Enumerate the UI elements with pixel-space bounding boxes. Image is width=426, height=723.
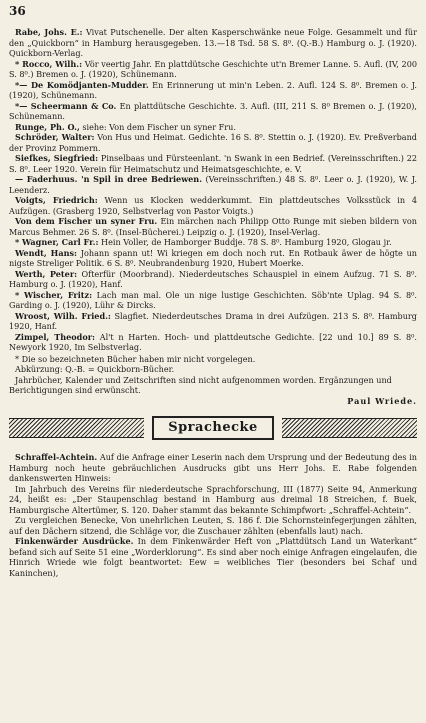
bibliography-entry [9,174,417,195]
bibliography-entry [9,248,417,269]
entry-author: Runge, Ph. O., [15,121,80,132]
entry-text: Johann spann ut! Wi kriegen em doch noch rut. En Rotbauk äwer de högte un nigste Streliger Politik. 6 S. 8⁰. Neubrandenburg 1920, Hubert Moerke. [9,247,417,268]
bibliography-entry [9,269,417,290]
entry-text: Vivat Putschenelle. Der alten Kasperschwänke neue Folge. Gesammelt und für den „Quickborn“ in Hamburg herausgegeben. 13.—18 Tsd. 58 S. 8⁰. (Q.-B.) Hamburg o. J. (1920). Quickborn-Verlag. [9,27,417,58]
sprachecke-section [9,452,417,578]
entry-author: Werth, Peter: [15,268,78,279]
bibliography-entry [9,311,417,332]
bibliography-entry [9,237,417,248]
entry-text: (Vereinsschriften.) 48 S. 8⁰. Leer o. J. (1920), W. J. Leenderz. [9,174,417,195]
entry-author: Rabe, Johs. E.: [15,27,83,37]
entry-text: En Erinnerung ut min'n Leben. 2. Aufl. 124 S. 8⁰. Bremen o. J. (1920), Schünemann. [9,79,417,100]
entry-text: Von Hus und Heimat. Gedichte. 16 S. 8⁰. Stettin o. J. (1920). Ev. Preßverband der Provinz Pommern. [9,132,417,153]
bibliography-entry [9,195,417,216]
paragraph-text: Auf die Anfrage einer Leserin nach dem Ursprung und der Bedeutung des in Hamburg noch heute gebräuchlichen Ausdrucks gibt uns Herr Johs. E. Rabe folgenden dankenswerten Hinweis: [9,452,417,483]
bibliography-entry [9,290,417,311]
entry-text: Al't n Harten. Hoch- und plattdeutsche Gedichte. [22 und 10.] 89 S. 8⁰. Newyork 1920, Im Selbstverlag. [9,331,417,352]
entry-author: * Rocco, Wilh.: [15,58,83,69]
paragraph-lead: Schraffel-Achtein. [15,452,98,462]
entry-author: Voigts, Friedrich: [15,195,98,205]
entry-author: * Wischer, Fritz: [15,289,93,300]
section-paragraph [9,484,417,516]
entry-text: Hein Voller, de Hamborger Buddje. 78 S. 8⁰. Hamburg 1920, Glogau jr. [98,237,392,247]
paragraph-text: Zu vergleichen Benecke, Von unehrlichen Leuten, S. 186 f. Die Schornsteinfegerjungen zählten, auf den Dächern sitzend, die Schläge vor, die Zuschauer zählten (ebenfalls laut) nach. [9,515,417,536]
entry-text: En plattdütsche Geschichte. 3. Aufl. (III, 211 S. 8⁰ Bremen o. J. (1920), Schünemann. [9,100,417,121]
bibliography-entry [9,101,417,122]
entry-author: Schröder, Walter: [15,132,95,142]
footnotes [9,354,417,407]
entry-text: Ofterfür (Moorbrand). Niederdeutsches Schauspiel in einem Aufzug. 71 S. 8⁰. Hamburg o. J. (1920), Hanf. [9,268,417,289]
bibliography-entry [9,80,417,101]
section-title: Sprachecke [152,416,274,440]
paragraph-text: Im Jahrbuch des Vereins für niederdeutsche Sprachforschung, III (1877) Seite 94, Anmerkung 24, heißt es: „Der Staupenschlag bestand in Hamburg aus dreimal 18 Streichen, f. Buek, Hamburgische Altertümer, S. 120. Daher stammt das bekannte Schimpfwort: „Schraffel-Achtein“. [9,483,417,515]
entry-author: Zimpel, Theodor: [15,331,95,342]
footnote-abbreviation: Abkürzung: Q.-B. = Quickborn-Bücher. [15,364,175,374]
entry-author: * Wagner, Carl Fr.: [15,237,99,247]
section-paragraph [9,452,417,484]
closing-line [9,375,417,396]
bibliography-entry [9,122,417,133]
entry-author: Von dem Fischer un syner Fru. [15,216,158,226]
bibliography-entry [9,27,417,59]
signature: Paul Wriede. [347,395,417,406]
entry-author: — Faderhuus. 'n Spil in dree Bedriewen. [15,174,203,184]
bibliography-list [9,27,417,353]
entry-text: Pinselbaas und Fürsteenlant. 'n Swank in een Bedrief. (Vereinsschriften.) 22 S. 8⁰. Leer 1920. Verein für Heimatschutz und Heimatsgeschichte, e. V. [9,153,417,174]
footnote-remark: Jahrbücher, Kalender und Zeitschriften sind nicht aufgenommen worden. Ergänzungen und Berichtigungen sind erwünscht. [9,374,392,395]
entry-author: Siefkes, Siegfried: [15,153,99,163]
entry-text: Slagfiet. Niederdeutsches Drama in drei Aufzügen. 213 S. 8⁰. Hamburg 1920, Hanf. [9,310,417,331]
page-number: 36 [9,4,26,18]
section-banner [9,416,417,440]
entry-author: Wroost, Wilh. Fried.: [15,310,111,321]
bibliography-entry [9,132,417,153]
paragraph-text: In dem Finkenwärder Heft von „Plattdütsch Land un Waterkant“ befand sich auf Seite 51 eine „Worderklorung“. Es sind aber noch einige Anfragen eingelaufen, die Hinrich Wriede wie folgt beantwortet: Eew = weibliches Tier (besonders bei Schaf und Kaninchen), [9,536,418,578]
entry-author: *— De Komödjanten-Mudder. [15,79,149,90]
entry-text: Wenn us Klocken wedderkummt. Ein plattdeutsches Volksstück in 4 Aufzügen. (Grasberg 1920, Selbstverlag von Pastor Voigts.) [9,195,417,216]
banner-hatch-left [9,418,144,438]
bibliography-entry [9,153,417,174]
footnote-asterisk: * Die so bezeichneten Bücher haben mir nicht vorgelegen. [15,353,256,364]
entry-text: Ein märchen nach Philipp Otto Runge mit sieben bildern von Marcus Behmer. 26 S. 8⁰. (Insel-Bücherei.) Leipzig o. J. (1920), Insel-Verlag. [9,216,417,237]
section-paragraph [9,515,417,536]
entry-text: Vör veertig Jahr. En plattdütsche Geschichte ut'n Bremer Lanne. 5. Aufl. (IV, 200 S. 8⁰.) Bremen o. J. (1920), Schünemann. [9,58,417,79]
bibliography-entry [9,332,417,353]
bibliography-entry [9,216,417,237]
entry-text: siehe: Von dem Fischer un syner Fru. [79,121,236,132]
entry-author: Wendt, Hans: [15,247,78,258]
signature-row [9,396,417,407]
bibliography-entry [9,59,417,80]
entry-author: *— Scheermann & Co. [15,100,117,111]
banner-hatch-right [282,418,417,438]
paragraph-lead: Finkenwärder Ausdrücke. [15,536,134,546]
section-paragraph [9,536,417,578]
entry-text: Lach man mal. Ole un nige lustige Geschichten. Söb'nte Uplag. 94 S. 8⁰. Garding o. J. (1920), Lühr & Dircks. [9,289,417,310]
